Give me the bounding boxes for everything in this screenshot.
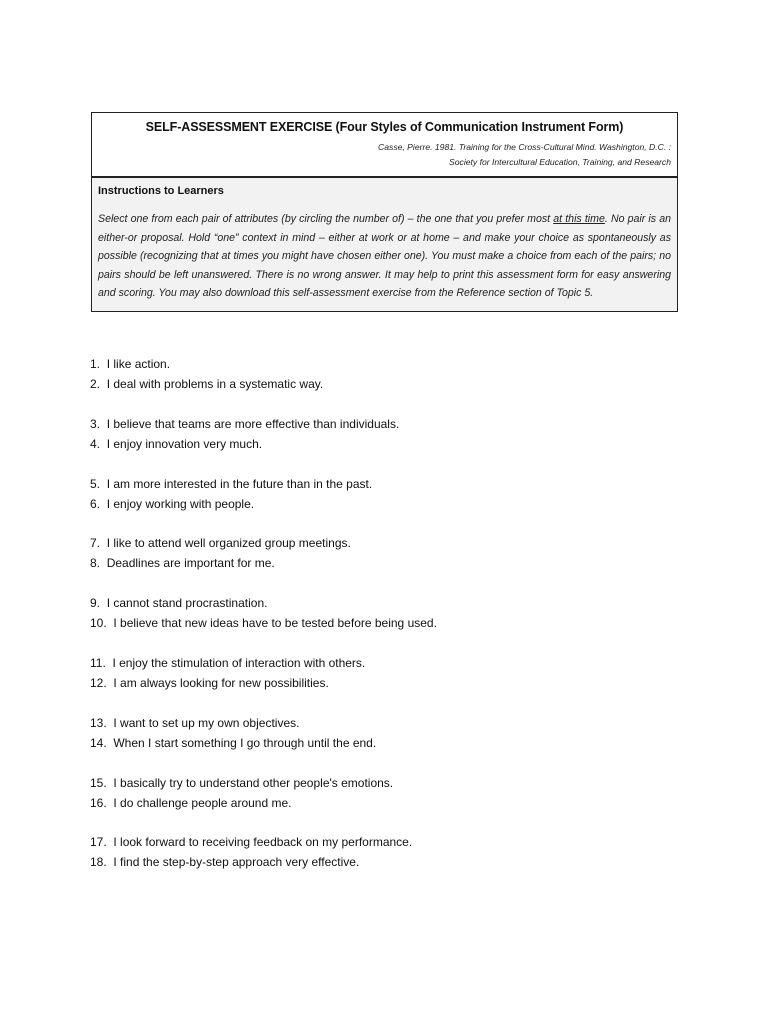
header-box <box>91 112 678 312</box>
item-text: I enjoy innovation very much. <box>106 436 263 451</box>
list-item[interactable] <box>90 793 690 813</box>
item-number[interactable]: 4. <box>90 436 101 451</box>
item-text: I like to attend well organized group meetings. <box>106 536 351 551</box>
list-item[interactable] <box>90 553 690 573</box>
item-number[interactable]: 6. <box>90 496 101 511</box>
item-number[interactable]: 3. <box>90 416 101 431</box>
item-text: I find the step-by-step approach very effective. <box>113 855 360 870</box>
list-item[interactable] <box>90 653 690 673</box>
list-item[interactable] <box>90 474 690 494</box>
item-pair <box>90 832 690 872</box>
list-item[interactable] <box>90 852 690 872</box>
item-pair <box>90 653 690 693</box>
item-number[interactable]: 2. <box>90 377 101 391</box>
item-text: I am always looking for new possibilities. <box>113 675 329 690</box>
citation <box>98 140 671 170</box>
list-item[interactable] <box>90 494 690 514</box>
item-number[interactable]: 15. <box>90 775 107 790</box>
item-number[interactable]: 14. <box>90 735 107 750</box>
list-item[interactable] <box>90 613 690 633</box>
list-item[interactable] <box>90 354 690 374</box>
list-item[interactable] <box>90 773 690 793</box>
item-pair <box>90 713 690 753</box>
list-item[interactable] <box>90 673 690 693</box>
item-pair <box>90 533 690 573</box>
citation-line-2: Society for Intercultural Education, Training, and Research <box>449 157 671 167</box>
item-text: Deadlines are important for me. <box>106 556 275 571</box>
item-number[interactable]: 9. <box>90 596 101 611</box>
instructions-underlined-text: at this time <box>553 213 605 225</box>
list-item[interactable] <box>90 533 690 553</box>
item-number[interactable]: 17. <box>90 835 107 850</box>
instructions-text <box>98 210 671 303</box>
item-text: I enjoy the stimulation of interaction with others. <box>112 655 366 670</box>
item-text: I look forward to receiving feedback on my performance. <box>113 835 413 850</box>
title-cell <box>92 113 677 178</box>
item-number[interactable]: 16. <box>90 795 107 810</box>
item-text: I cannot stand procrastination. <box>106 596 268 611</box>
item-text: I do challenge people around me. <box>113 795 292 810</box>
item-list <box>90 354 690 892</box>
instructions-text-part-1: Select one from each pair of attributes (by circling the number of) – the one that you prefer most <box>98 213 554 225</box>
item-number[interactable]: 11. <box>90 655 106 670</box>
list-item[interactable] <box>90 733 690 753</box>
item-number[interactable]: 7. <box>90 536 101 551</box>
item-pair <box>90 354 690 394</box>
item-number[interactable]: 5. <box>90 476 101 491</box>
item-text: I want to set up my own objectives. <box>113 715 300 730</box>
list-item[interactable] <box>90 434 690 454</box>
item-text: I believe that teams are more effective than individuals. <box>106 416 400 431</box>
item-text: I am more interested in the future than in the past. <box>106 476 373 491</box>
item-pair <box>90 474 690 514</box>
item-text: When I start something I go through until the end. <box>113 735 377 750</box>
item-number[interactable]: 10. <box>90 616 107 631</box>
item-number[interactable]: 13. <box>90 715 107 730</box>
list-item[interactable] <box>90 374 690 394</box>
instructions-text-part-2: . No pair is an either-or proposal. Hold “one” context in mind – either at work or at home – and make your choice as spontaneously as possible (recognizing that at times you might have chosen either one). You must make a choice from each of the pairs; no pairs should be left unanswered. There is no wrong answer. It may help to print this assessment form for easy answering and scoring. You may also download this self-assessment exercise from the Reference section of Topic 5. <box>98 213 671 300</box>
list-item[interactable] <box>90 593 690 613</box>
instructions-cell <box>92 178 677 311</box>
item-pair <box>90 414 690 454</box>
list-item[interactable] <box>90 414 690 434</box>
item-number[interactable]: 18. <box>90 855 107 870</box>
document-title: SELF-ASSESSMENT EXERCISE (Four Styles of Communication Instrument Form) <box>145 120 624 134</box>
item-text: I basically try to understand other people's emotions. <box>113 775 394 790</box>
item-pair <box>90 773 690 813</box>
item-text: I believe that new ideas have to be tested before being used. <box>113 616 437 631</box>
instructions-title: Instructions to Learners <box>98 185 224 197</box>
item-number[interactable]: 8. <box>90 556 101 571</box>
item-pair <box>90 593 690 633</box>
item-number[interactable]: 12. <box>90 675 107 690</box>
item-number[interactable]: 1. <box>90 357 101 371</box>
item-text: I enjoy working with people. <box>106 496 255 511</box>
item-text: I like action. <box>106 357 171 371</box>
list-item[interactable] <box>90 713 690 733</box>
list-item[interactable] <box>90 832 690 852</box>
citation-line-1: Casse, Pierre. 1981. Training for the Cross-Cultural Mind. Washington, D.C. : <box>378 142 671 152</box>
item-text: I deal with problems in a systematic way. <box>106 377 324 391</box>
